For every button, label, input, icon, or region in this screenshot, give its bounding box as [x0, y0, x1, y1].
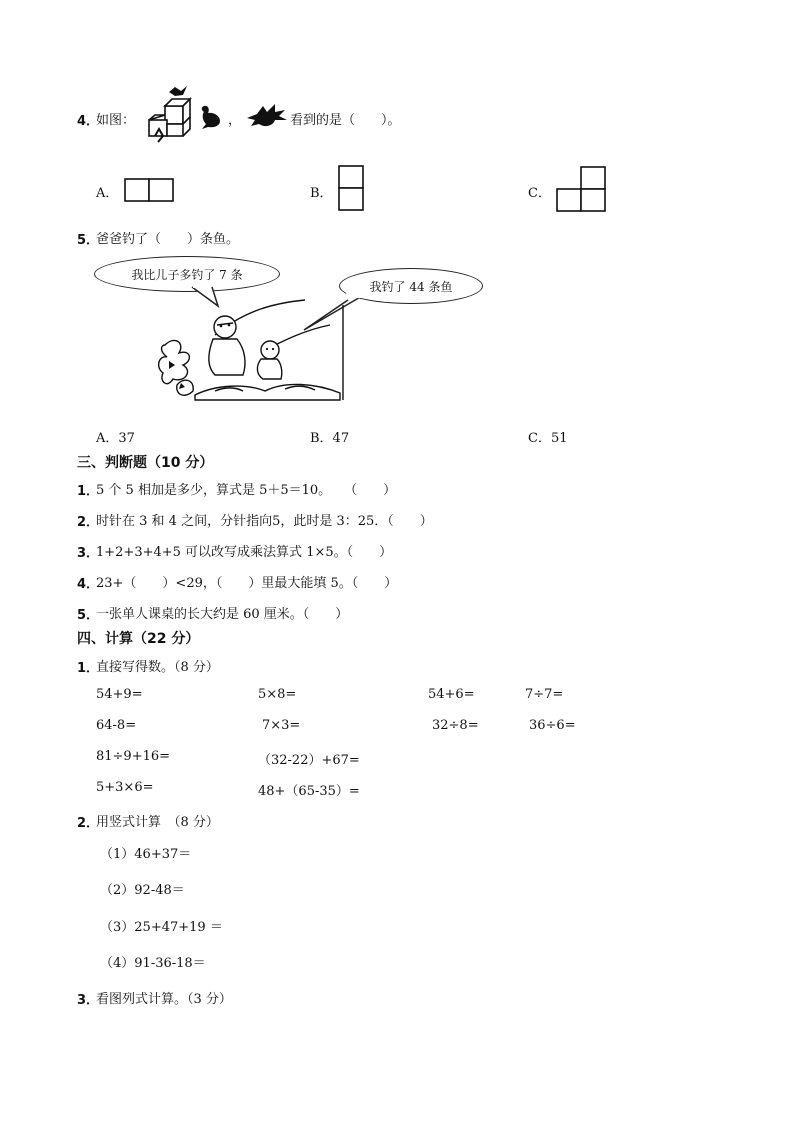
judge-3-text: 1+2+3+4+5 可以改写成乘法算式 1×5。（ ）	[96, 545, 393, 560]
vertical-3: （3）25+47+19 ＝	[100, 920, 223, 935]
oral-r4-c1: 5+3×6=	[96, 780, 154, 795]
q4-number: 4．	[77, 114, 100, 129]
q5-option-a: A．37	[96, 431, 135, 446]
judge-3-number: 3．	[77, 546, 100, 561]
oral-r1-c4: 7÷7=	[525, 687, 564, 702]
section-3-title: 三、判断题（10 分）	[77, 455, 214, 471]
calc-2-number: 2．	[77, 816, 100, 831]
calc-3-title: 看图列式计算。（3 分）	[96, 992, 232, 1007]
oral-r4-c2: 48+（65-35）=	[258, 784, 360, 799]
duck-icon	[198, 104, 224, 130]
calc-2-title: 用竖式计算 （8 分）	[96, 815, 219, 830]
oral-r3-c2: （32-22）+67=	[258, 753, 360, 768]
cube-stack-figure	[145, 84, 195, 146]
bird-icon	[245, 100, 289, 130]
calc-1-number: 1．	[77, 661, 100, 676]
judge-1-number: 1．	[77, 484, 100, 499]
dad-speech-bubble	[94, 256, 280, 292]
judge-5-text: 一张单人课桌的长大约是 60 厘米。（ ）	[96, 607, 349, 622]
q4-option-b-label: B．	[310, 186, 333, 201]
section-4-title: 四、计算（22 分）	[77, 631, 200, 647]
q4-prefix: 如图：	[96, 113, 136, 128]
oral-r3-c1: 81÷9+16=	[96, 749, 171, 764]
option-a-shape-icon	[124, 178, 176, 204]
judge-5-number: 5．	[77, 608, 100, 623]
oral-r1-c2: 5×8=	[258, 687, 297, 702]
judge-2-number: 2．	[77, 515, 100, 530]
option-c-shape-icon	[556, 166, 610, 214]
dad-speech-text: 我比儿子多钓了 7 条	[131, 267, 243, 282]
q4-option-a-label: A．	[96, 186, 119, 201]
q5-number: 5．	[77, 233, 100, 248]
q5-option-b: B．47	[310, 431, 350, 446]
oral-r2-c3: 32÷8=	[432, 718, 479, 733]
judge-1-text: 5 个 5 相加是多少，算式是 5＋5＝10。 （ ）	[96, 483, 397, 498]
judge-4-text: 23+（ ）<29，（ ）里最大能填 5。（ ）	[96, 576, 398, 591]
oral-r2-c4: 36÷6=	[529, 718, 576, 733]
oral-r1-c1: 54+9=	[96, 687, 143, 702]
q4-separator: ，	[228, 113, 242, 128]
q4-option-c-label: C．	[528, 186, 551, 201]
judge-2-text: 时针在 3 和 4 之间，分针指向5，此时是 3：25．（ ）	[96, 514, 433, 529]
calc-1-title: 直接写得数。（8 分）	[96, 660, 219, 675]
calc-3-number: 3．	[77, 993, 100, 1008]
vertical-2: （2）92-48＝	[100, 883, 185, 898]
q4-suffix: 看到的是（ ）。	[290, 113, 401, 128]
son-speech-text: 我钓了 44 条鱼	[369, 279, 453, 294]
judge-4-number: 4．	[77, 577, 100, 592]
oral-r2-c1: 64-8=	[96, 718, 137, 733]
fishing-illustration	[155, 295, 345, 405]
vertical-1: （1）46+37＝	[100, 847, 192, 862]
oral-r1-c3: 54+6=	[428, 687, 475, 702]
oral-r2-c2: 7×3=	[262, 718, 301, 733]
q5-text: 爸爸钓了（ ）条鱼。	[96, 232, 240, 247]
vertical-4: （4）91-36-18＝	[100, 956, 206, 971]
q5-option-c: C．51	[528, 431, 568, 446]
option-b-shape-icon	[338, 165, 366, 213]
